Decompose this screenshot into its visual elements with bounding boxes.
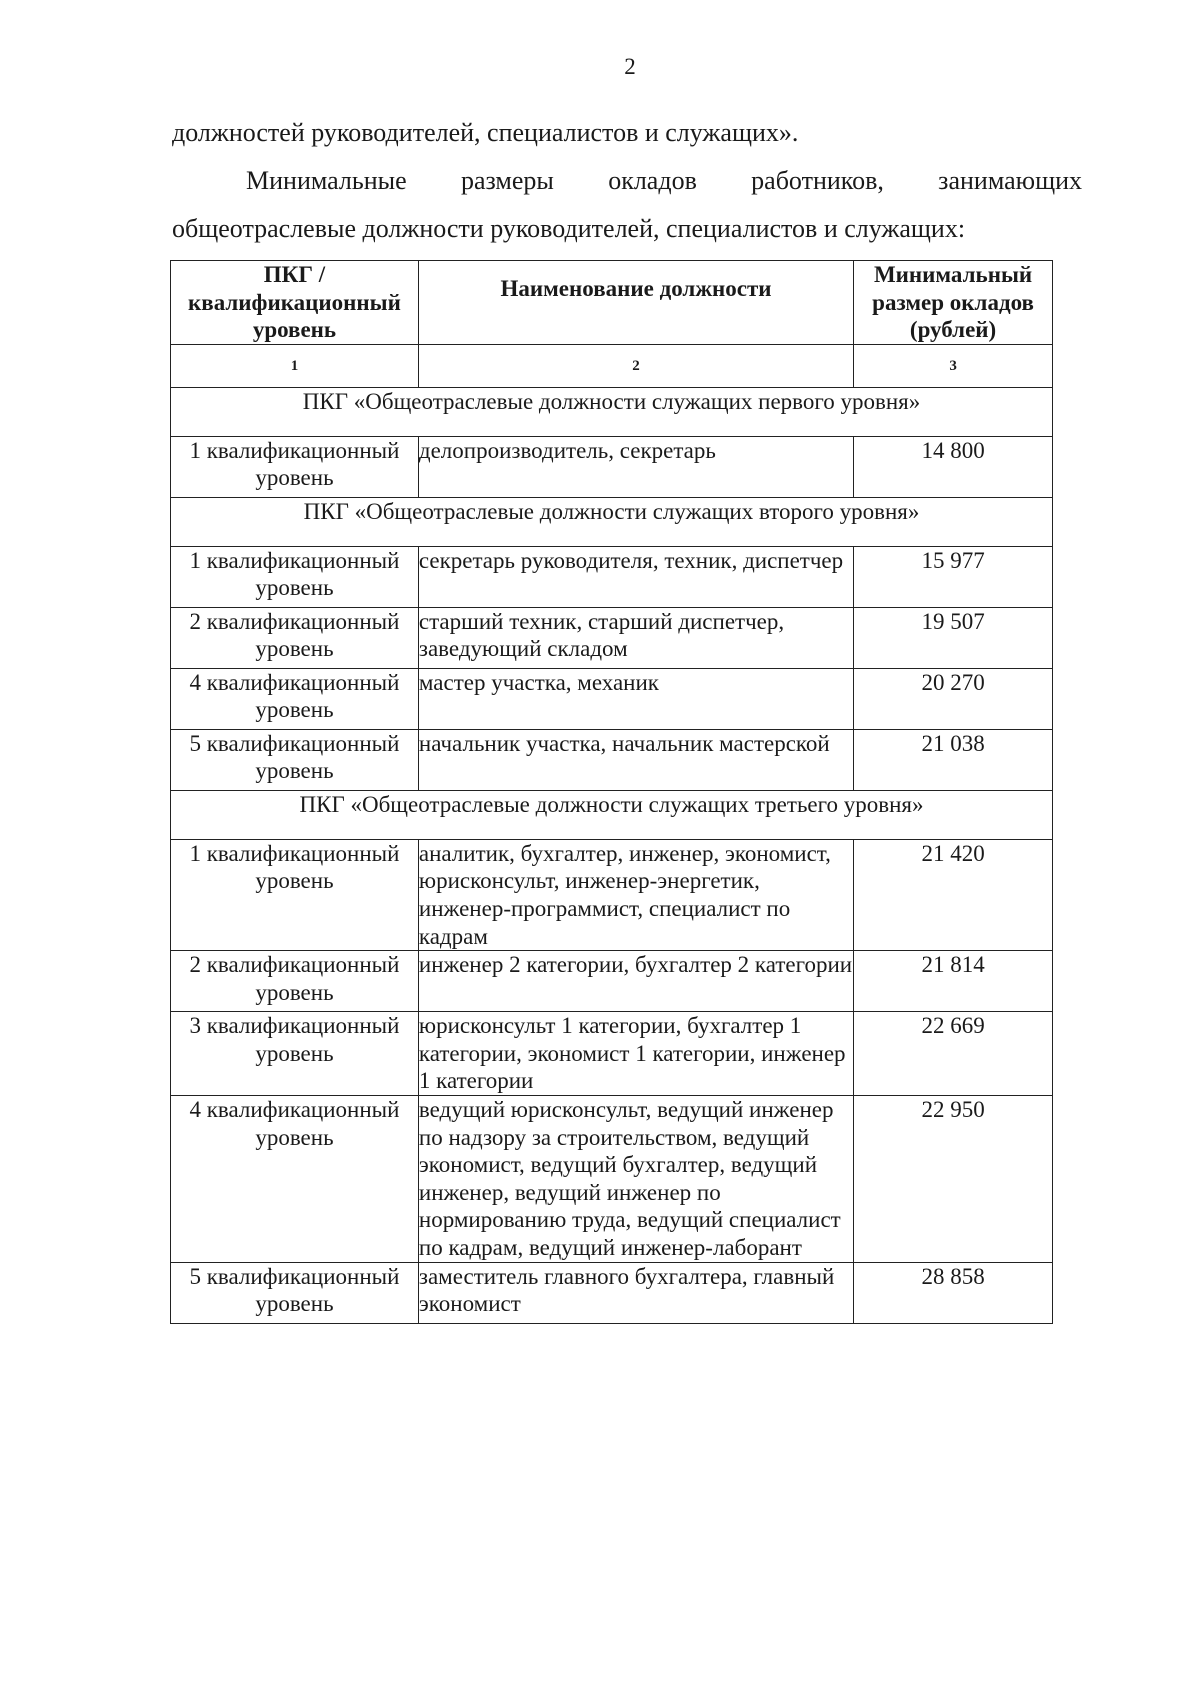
column-number-row [171, 344, 1053, 387]
intro-line-2: Минимальные размеры окладов работников, занимающих [246, 166, 1082, 195]
table-row [171, 668, 1053, 729]
position-cell: старший техник, старший диспетчер, заведующий складом [418, 607, 853, 668]
level-cell: 2 квалификационный уровень [171, 607, 419, 668]
level-cell: 5 квалификационный уровень [171, 729, 419, 790]
salary-cell: 21 814 [854, 951, 1053, 1012]
level-cell: 1 квалификационный уровень [171, 839, 419, 950]
table-row [171, 1012, 1053, 1096]
salary-cell: 22 950 [854, 1095, 1053, 1262]
header-pkg-level: ПКГ / квалификационный уровень [171, 261, 419, 345]
table-row [171, 839, 1053, 950]
level-cell: 5 квалификационный уровень [171, 1262, 419, 1323]
table-row [171, 1262, 1053, 1323]
table-header-row [171, 261, 1053, 345]
intro-line-1: должностей руководителей, специалистов и служащих». [172, 118, 799, 147]
group-title: ПКГ «Общеотраслевые должности служащих третьего уровня» [171, 790, 1053, 839]
salary-cell: 21 038 [854, 729, 1053, 790]
level-cell: 4 квалификационный уровень [171, 668, 419, 729]
salary-cell: 22 669 [854, 1012, 1053, 1096]
salary-cell: 14 800 [854, 436, 1053, 497]
group-title-row [171, 497, 1053, 546]
table-row [171, 436, 1053, 497]
column-number: 3 [854, 344, 1053, 387]
level-cell: 1 квалификационный уровень [171, 436, 419, 497]
salary-cell: 15 977 [854, 546, 1053, 607]
group-title: ПКГ «Общеотраслевые должности служащих первого уровня» [171, 387, 1053, 436]
table-row [171, 546, 1053, 607]
position-cell: начальник участка, начальник мастерской [418, 729, 853, 790]
position-cell: юрисконсульт 1 категории, бухгалтер 1 категории, экономист 1 категории, инженер 1 категории [418, 1012, 853, 1096]
position-cell: секретарь руководителя, техник, диспетчер [418, 546, 853, 607]
page-number: 2 [624, 54, 636, 79]
salary-cell: 21 420 [854, 839, 1053, 950]
salary-cell: 19 507 [854, 607, 1053, 668]
column-number: 2 [418, 344, 853, 387]
column-number: 1 [171, 344, 419, 387]
group-title: ПКГ «Общеотраслевые должности служащих второго уровня» [171, 497, 1053, 546]
table-row [171, 1095, 1053, 1262]
salary-cell: 28 858 [854, 1262, 1053, 1323]
position-cell: инженер 2 категории, бухгалтер 2 категории [418, 951, 853, 1012]
group-title-row [171, 790, 1053, 839]
position-cell: заместитель главного бухгалтера, главный экономист [418, 1262, 853, 1323]
position-cell: ведущий юрисконсульт, ведущий инженер по надзору за строительством, ведущий экономист, ведущий бухгалтер, ведущий инженер, ведущий инженер по нормированию труда, ведущий специалист по кадрам, ведущий инженер-лаборант [418, 1095, 853, 1262]
position-cell: мастер участка, механик [418, 668, 853, 729]
table-row [171, 607, 1053, 668]
table-row [171, 729, 1053, 790]
level-cell: 3 квалификационный уровень [171, 1012, 419, 1096]
level-cell: 4 квалификационный уровень [171, 1095, 419, 1262]
intro-line-3: общеотраслевые должности руководителей, специалистов и служащих: [172, 214, 966, 243]
table-row [171, 951, 1053, 1012]
position-cell: делопроизводитель, секретарь [418, 436, 853, 497]
level-cell: 1 квалификационный уровень [171, 546, 419, 607]
header-min-salary: Минимальный размер окладов (рублей) [854, 261, 1053, 345]
position-cell: аналитик, бухгалтер, инженер, экономист, юрисконсульт, инженер-энергетик, инженер-программист, специалист по кадрам [418, 839, 853, 950]
salary-table [170, 260, 1053, 1324]
salary-cell: 20 270 [854, 668, 1053, 729]
level-cell: 2 квалификационный уровень [171, 951, 419, 1012]
header-position-name: Наименование должности [418, 261, 853, 345]
group-title-row [171, 387, 1053, 436]
